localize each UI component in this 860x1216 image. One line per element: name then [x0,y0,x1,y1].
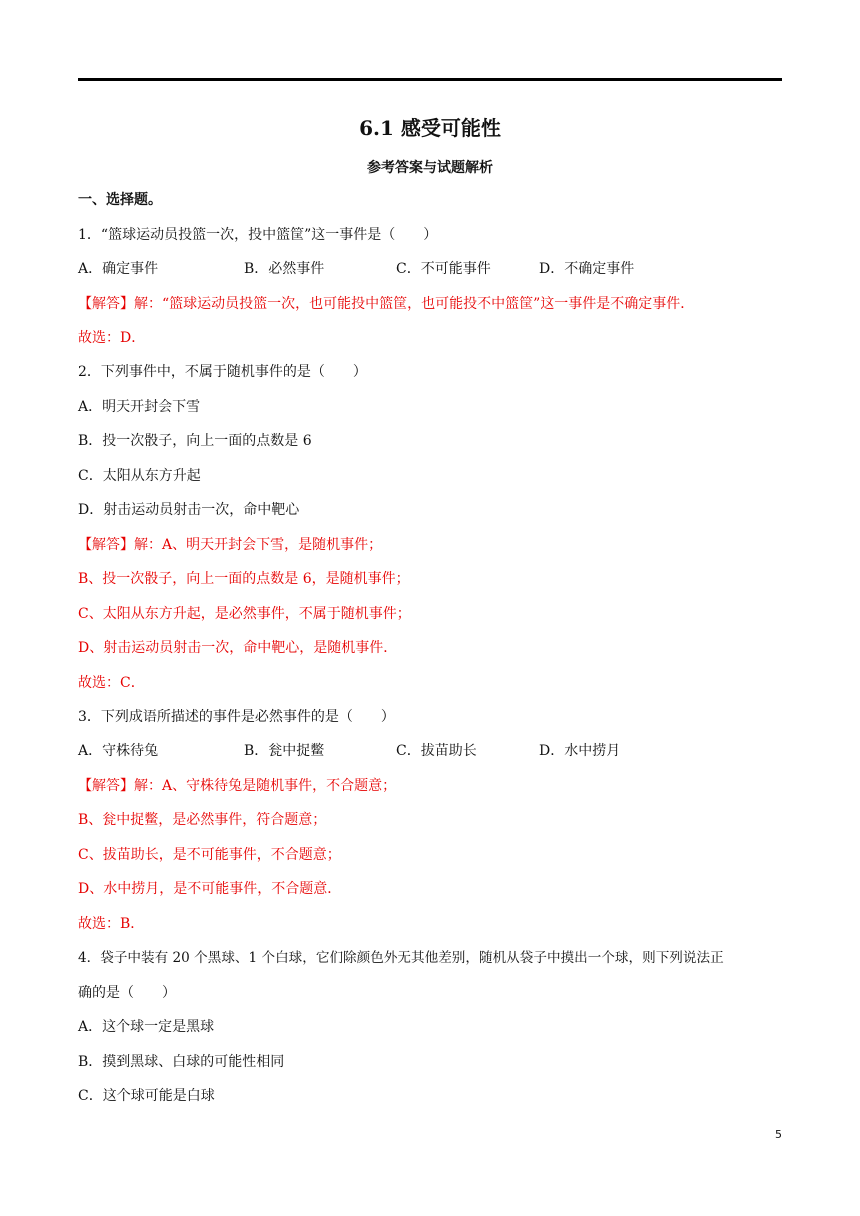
q2-option-d: D．射击运动员射击一次，命中靶心 [78,502,300,518]
q1-answer-line-1: 【解答】解：“篮球运动员投篮一次，也可能投中篮筐，也可能投不中篮筐”这一事件是不确定事件． [78,296,695,312]
q1-option-d: D．不确定事件 [539,261,635,277]
header-rule [78,78,782,81]
q2-option-c: C．太阳从东方升起 [78,468,201,484]
q3-option-c: C．拔苗助长 [396,743,477,759]
q2-answer-line-3: C、太阳从东方升起，是必然事件，不属于随机事件； [78,606,411,622]
q2-choice: 故选：C． [78,675,145,691]
q3-option-a: A．守株待兔 [78,743,159,759]
q1-choice: 故选：D． [78,330,146,346]
q4-option-a: A．这个球一定是黑球 [78,1019,215,1035]
q1-option-c: C．不可能事件 [396,261,491,277]
question-3-options [78,741,778,761]
q3-answer-line-4: D、水中捞月，是不可能事件，不合题意． [78,881,342,897]
question-4-stem-line-1: 4．袋子中装有 20 个黑球、1 个白球，它们除颜色外无其他差别，随机从袋子中摸出一个球，则下列说法正 [78,950,724,966]
q2-answer-line-2: B、投一次骰子，向上一面的点数是 6，是随机事件； [78,571,410,587]
q3-answer-line-3: C、拔苗助长，是不可能事件，不合题意； [78,847,341,863]
q4-option-b: B．摸到黑球、白球的可能性相同 [78,1054,285,1070]
question-4-stem-line-2: 确的是（ ） [78,985,176,1001]
page-title: 6.1 感受可能性 [359,116,501,140]
page-subtitle: 参考答案与试题解析 [367,160,493,176]
q2-option-b: B．投一次骰子，向上一面的点数是 6 [78,433,312,449]
q2-option-a: A．明天开封会下雪 [78,399,201,415]
question-2-stem: 2．下列事件中，不属于随机事件的是（ ） [78,364,367,380]
q3-answer-line-2: B、瓮中捉鳖，是必然事件，符合题意； [78,812,327,828]
question-3-stem: 3．下列成语所描述的事件是必然事件的是（ ） [78,709,395,725]
question-1-options [78,259,778,279]
section-heading: 一、选择题。 [78,192,162,208]
q2-answer-line-4: D、射击运动员射击一次，命中靶心，是随机事件． [78,640,398,656]
q3-choice: 故选：B． [78,916,145,932]
page-number: 5 [775,1128,782,1141]
q4-option-c: C．这个球可能是白球 [78,1088,215,1104]
q1-option-a: A．确定事件 [78,261,159,277]
q3-option-b: B．瓮中捉鳖 [244,743,325,759]
question-1-stem: 1．“篮球运动员投篮一次，投中篮筐”这一事件是（ ） [78,227,438,243]
q3-answer-line-1: 【解答】解：A、守株待兔是随机事件，不合题意； [78,778,397,794]
q2-answer-line-1: 【解答】解：A、明天开封会下雪，是随机事件； [78,537,383,553]
q1-option-b: B．必然事件 [244,261,325,277]
q3-option-d: D．水中捞月 [539,743,621,759]
